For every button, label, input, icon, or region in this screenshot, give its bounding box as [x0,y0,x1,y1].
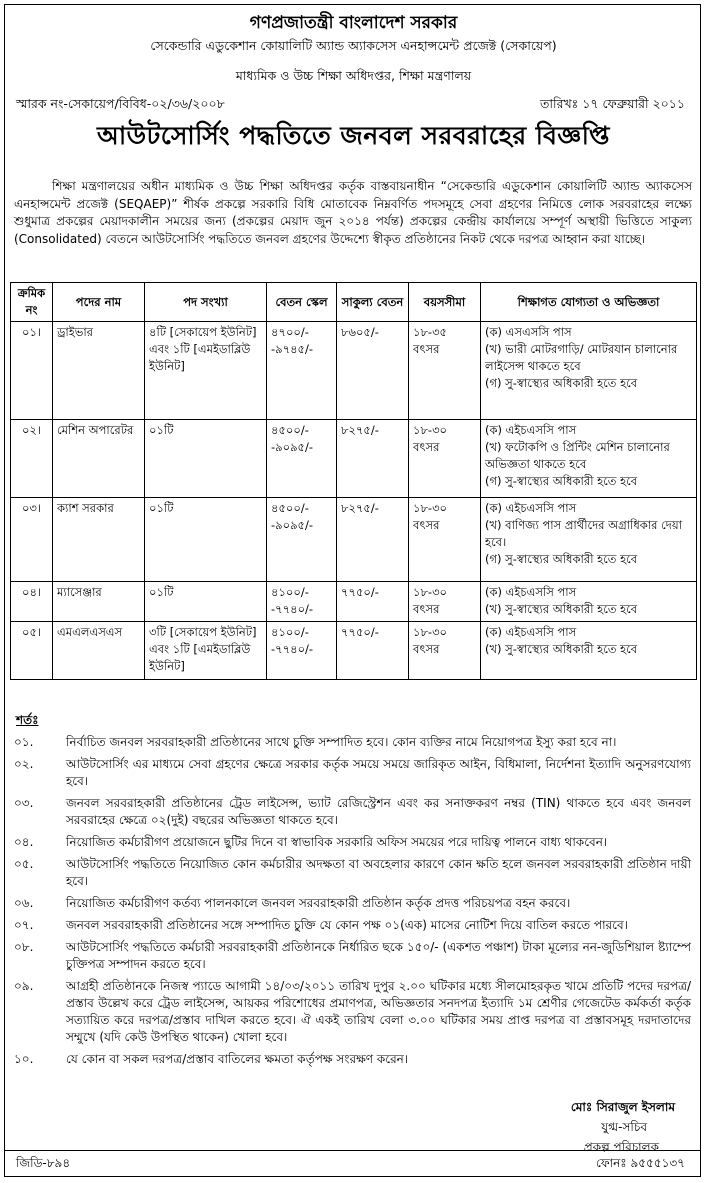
project-name: সেকেন্ডারি এডুকেশান কোয়ালিটি অ্যান্ড অ্যাকসেস এনহান্সমেন্ট প্রজেক্ট (সেকায়েপ) [150,38,557,53]
cell-count: ০১টি [145,420,267,498]
condition-number: ০২. [14,757,34,771]
condition-text: নিয়োজিত কর্মচারীগণ প্রয়োজনে ছুটির দিনে বা স্বাভাবিক সরকারি অফিস সময়ের পরে দায়িত্ব পালনে বাধ্য থাকবেন। [66,835,608,849]
intro-paragraph [14,178,692,248]
condition-text: আউটসোর্সিং পদ্ধতিতে কর্মচারী সরবরাহকারী প্রতিষ্ঠানকে নির্ধারিত ছকে ১৫০/- (একশত পঞ্চাশ) টাকা মূল্যের নন-জুডিশিয়াল ষ্ট্যাম্পে চুক্তিপত্র সম্পাদন করতে হবে। [66,940,691,971]
cell-post: মেশিন অপারেটর [53,420,145,498]
cell-salary: ৮২৭৫/- [337,420,409,498]
table-row [11,582,697,622]
qualification-item: (ক) এইচএসসি পাস [485,585,577,599]
col-header-age: বয়সসীমা [409,283,481,322]
signatory-name: মোঃ সিরাজুল ইসলাম [570,1100,675,1114]
condition-text: জনবল সরবরাহকারী প্রতিষ্ঠানের ট্রেড লাইসেন্স, ভ্যাট রেজিস্ট্রেশন এবং কর সনাক্তকরণ নম্বর (TIN) থাকতে হবে এবং জনবল সরবরাহের ক্ষেত্রে ০২(দুই) বছরের অভিজ্ঞতা থাকতে হবে। [66,796,691,827]
cell-serial: ০৪। [11,582,53,622]
condition-text: নিয়োজিত কর্মচারীগণ কর্তব্য পালনকালে জনবল সরবরাহকারী প্রতিষ্ঠান কর্তৃক প্রদত্ত পরিচয়পত্র বহন করবে। [66,896,571,910]
qualification-item: (খ) বাণিজ্য পাস প্রার্থীদের অগ্রাধিকার দেয়া হবে। [485,518,682,549]
col-header-serial: ক্রমিক নং [11,283,53,322]
table-header-row [11,283,697,322]
conditions-section [10,712,697,1073]
condition-item [10,834,697,851]
signatory-designation: যুগ্ম-সচিব [601,1120,647,1134]
condition-number: ০৭. [14,918,34,932]
cell-age: ১৮-৩৫ বৎসর [409,322,481,420]
qualification-item: (ক) এসএসসি পাস [485,325,572,339]
footer-divider [4,1150,701,1151]
cell-serial: ০৩। [11,498,53,582]
condition-number: ০৫. [14,857,34,871]
cell-scale: ৪৫০০/- -৯০৯৫/- [267,420,337,498]
condition-number: ০১. [14,735,34,749]
cell-qualification [481,498,697,582]
cell-age: ১৮-৩০ বৎসর [409,582,481,622]
cell-serial: ০১। [11,322,53,420]
qualification-item: (ক) এইচএসসি পাস [485,501,577,515]
cell-salary: ৭৭৫০/- [337,582,409,622]
table-row [11,622,697,680]
qualification-item: (গ) সু-স্বাস্থ্যের অধিকারী হতে হবে [485,376,638,390]
condition-number: ০৬. [14,896,34,910]
condition-text: জনবল সরবরাহকারী প্রতিষ্ঠানের সঙ্গে সম্পাদিত চুক্তি যে কোন পক্ষ ০১(এক) মাসের নোটিশ দিয়ে বাতিল করতে পারবে। [66,918,628,932]
qualification-item: (গ) সু-স্বাস্থ্যের অধিকারী হতে হবে [485,474,638,488]
phone-number: ফোনঃ ৯৫৫৫১৩৭ [595,1156,685,1170]
qualification-item: (গ) সু-স্বাস্থ্যের অধিকারী হতে হবে [485,552,638,566]
col-header-scale: বেতন স্কেল [267,283,337,322]
gd-number: জিডি-৮৯৪ [16,1156,71,1170]
cell-qualification [481,420,697,498]
condition-number: ০৩. [14,796,34,810]
cell-serial: ০২। [11,420,53,498]
intro-text: শিক্ষা মন্ত্রণালয়ের অধীন মাধ্যমিক ও উচ্চ শিক্ষা অধিদপ্তর কর্তৃক বাস্তবায়নাধীন “সেকেন্ডারি এডুকেশান কোয়ালিটি অ্যান্ড অ্যাকসেস এনহান্সমেন্ট প্রজেক্ট (SEQAEP)” শীর্ষক প্রকল্পে সরকারি বিধি মোতাবেক নিম্নবর্ণিত পদসমূহে সেবা গ্রহণের নিমিত্তে লোক সরবরাহের লক্ষ্যে শুধুমাত্র প্রকল্পের মেয়াদকালীন সময়ের জন্য (প্রকল্পের মেয়াদ জুন ২০১৪ পর্যন্ত) প্রকল্পের কেন্দ্রীয় কার্যালয়ে সম্পূর্ণ অস্থায়ী ভিত্তিতে সাকুল্য (Consolidated) বেতনে আউটসোর্সিং পদ্ধতিতে জনবল গ্রহণের উদ্দেশ্যে স্বীকৃত প্রতিষ্ঠানের নিকট থেকে দরপত্র আহ্বান করা যাচ্ছে। [14,179,692,246]
govt-heading: গণপ্রজাতন্ত্রী বাংলাদেশ সরকার [249,13,458,33]
cell-post: ক্যাশ সরকার [53,498,145,582]
qualification-item: (খ) সু-স্বাস্থ্যের অধিকারী হতে হবে [485,642,638,656]
notice-date: তারিখঃ ১৭ ফেব্রুয়ারী ২০১১ [540,96,685,111]
conditions-heading: শর্তঃ [16,713,39,727]
condition-item [10,895,697,912]
cell-qualification [481,622,697,680]
table-row [11,420,697,498]
cell-scale: ৪১০০/- -৭৭৪০/- [267,582,337,622]
cell-post: এমএলএসএস [53,622,145,680]
cell-qualification [481,582,697,622]
condition-number: ০৮. [14,940,34,954]
qualification-item: (খ) ফটোকপি ও প্রিন্টিং মেশিন চালানোর অভিজ্ঞতা থাকতে হবে [485,440,670,471]
condition-item [10,856,697,890]
qualification-item: (ক) এইচএসসি পাস [485,423,577,437]
table-row [11,322,697,420]
cell-qualification [481,322,697,420]
cell-serial: ০৫। [11,622,53,680]
condition-item [10,1051,697,1068]
qualification-item: (ক) এইচএসসি পাস [485,625,577,639]
cell-count: ৩টি [সেকায়েপ ইউনিট] এবং ১টি [এমইডাব্লিউ ইউনিট] [145,622,267,680]
table-row [11,498,697,582]
condition-number: ১০. [14,1052,34,1066]
condition-text: আউটসোর্সিং এর মাধ্যমে সেবা গ্রহণের ক্ষেত্রে সরকার কর্তৃক সময়ে সময়ে জারিকৃত আইন, বিধিমালা, নির্দেশনা ইত্যাদি অনুসরণযোগ্য হবে। [66,757,691,788]
cell-post: ড্রাইভার [53,322,145,420]
cell-scale: ৪৫০০/- -৯০৯৫/- [267,498,337,582]
cell-scale: ৪১০০/- -৭৭৪০/- [267,622,337,680]
col-header-count: পদ সংখ্যা [145,283,267,322]
cell-post: ম্যাসেঞ্জার [53,582,145,622]
condition-item [10,756,697,790]
condition-item [10,734,697,751]
cell-salary: ৮৬০৫/- [337,322,409,420]
condition-item [10,795,697,829]
signature-block [517,1097,677,1157]
cell-age: ১৮-৩০ বৎসর [409,420,481,498]
col-header-post: পদের নাম [53,283,145,322]
department-name: মাধ্যমিক ও উচ্চ শিক্ষা অধিদপ্তর, শিক্ষা মন্ত্রণালয় [235,68,472,83]
col-header-qualification: শিক্ষাগত যোগ্যতা ও অভিজ্ঞতা [481,283,697,322]
cell-count: ৪টি [সেকায়েপ ইউনিট] এবং ১টি [এমইডাব্লিউ ইউনিট] [145,322,267,420]
notice-title: আউটসোর্সিং পদ্ধতিতে জনবল সরবরাহের বিজ্ঞপ্তি [97,121,610,150]
condition-text: নির্বাচিত জনবল সরবরাহকারী প্রতিষ্ঠানের সাথে চুক্তি সম্পাদিত হবে। কোন ব্যক্তির নামে নিয়োগপত্র ইস্যু করা হবে না। [66,735,617,749]
col-header-salary: সাকুল্য বেতন [337,283,409,322]
cell-scale: ৪৭০০/- -৯৭৪৫/- [267,322,337,420]
memo-number: স্মারক নং-সেকায়েপ/বিবিধ-০২/৩৬/২০০৮ [16,96,225,111]
cell-salary: ৮২৭৫/- [337,498,409,582]
condition-number: ০৪. [14,835,34,849]
posts-table [10,282,697,680]
cell-age: ১৮-৩০ বৎসর [409,498,481,582]
condition-text: যে কোন বা সকল দরপত্র/প্রস্তাব বাতিলের ক্ষমতা কর্তৃপক্ষ সংরক্ষণ করেন। [66,1052,409,1066]
condition-text: আউটসোর্সিং পদ্ধতিতে নিয়োজিত কোন কর্মচারীর অদক্ষতা বা অবহেলার কারণে কোন ক্ষতি হলে জনবল সরবরাহকারী প্রতিষ্ঠান দায়ী হবে। [66,857,691,888]
qualification-item: (খ) ভারী মোটরগাড়ি/ মোটরযান চালানোর লাইসেন্স থাকতে হবে [485,342,678,373]
cell-count: ০১টি [145,498,267,582]
cell-age: ১৮-৩০ বৎসর [409,622,481,680]
cell-salary: ৭৭৫০/- [337,622,409,680]
condition-item [10,939,697,973]
signatory-role: প্রকল্প পরিচালক [583,1140,659,1154]
condition-item [10,978,697,1046]
condition-number: ০৯. [14,979,34,993]
cell-count: ০১টি [145,582,267,622]
qualification-item: (খ) সু-স্বাস্থ্যের অধিকারী হতে হবে [485,602,638,616]
condition-text: আগ্রহী প্রতিষ্ঠানকে নিজস্ব প্যাডে আগামী ১৪/০৩/২০১১ তারিখ দুপুর ২.০০ ঘটিকার মধ্যে সীলমোহরকৃত খামে প্রতিটি পদের দরপত্র/প্রস্তাব উল্লেখ করে ট্রেড লাইসেন্স, আয়কর পরিশোধের প্রমাণপত্র, অভিজ্ঞতার সনদপত্র ইত্যাদি ১ম শ্রেণীর গেজেটেড কর্মকর্তা কর্তৃক সত্যায়িত করে দরপত্র/প্রস্তাব দাখিল করতে হবে। ঐ একই তারিখ বেলা ৩.০০ ঘটিকার সময় প্রাপ্ত দরপত্র বা প্রস্তাবসমূহ দরদাতাদের সম্মুখে (যদি কেউ উপস্থিত থাকেন) খোলা হবে। [66,979,691,1044]
condition-item [10,917,697,934]
